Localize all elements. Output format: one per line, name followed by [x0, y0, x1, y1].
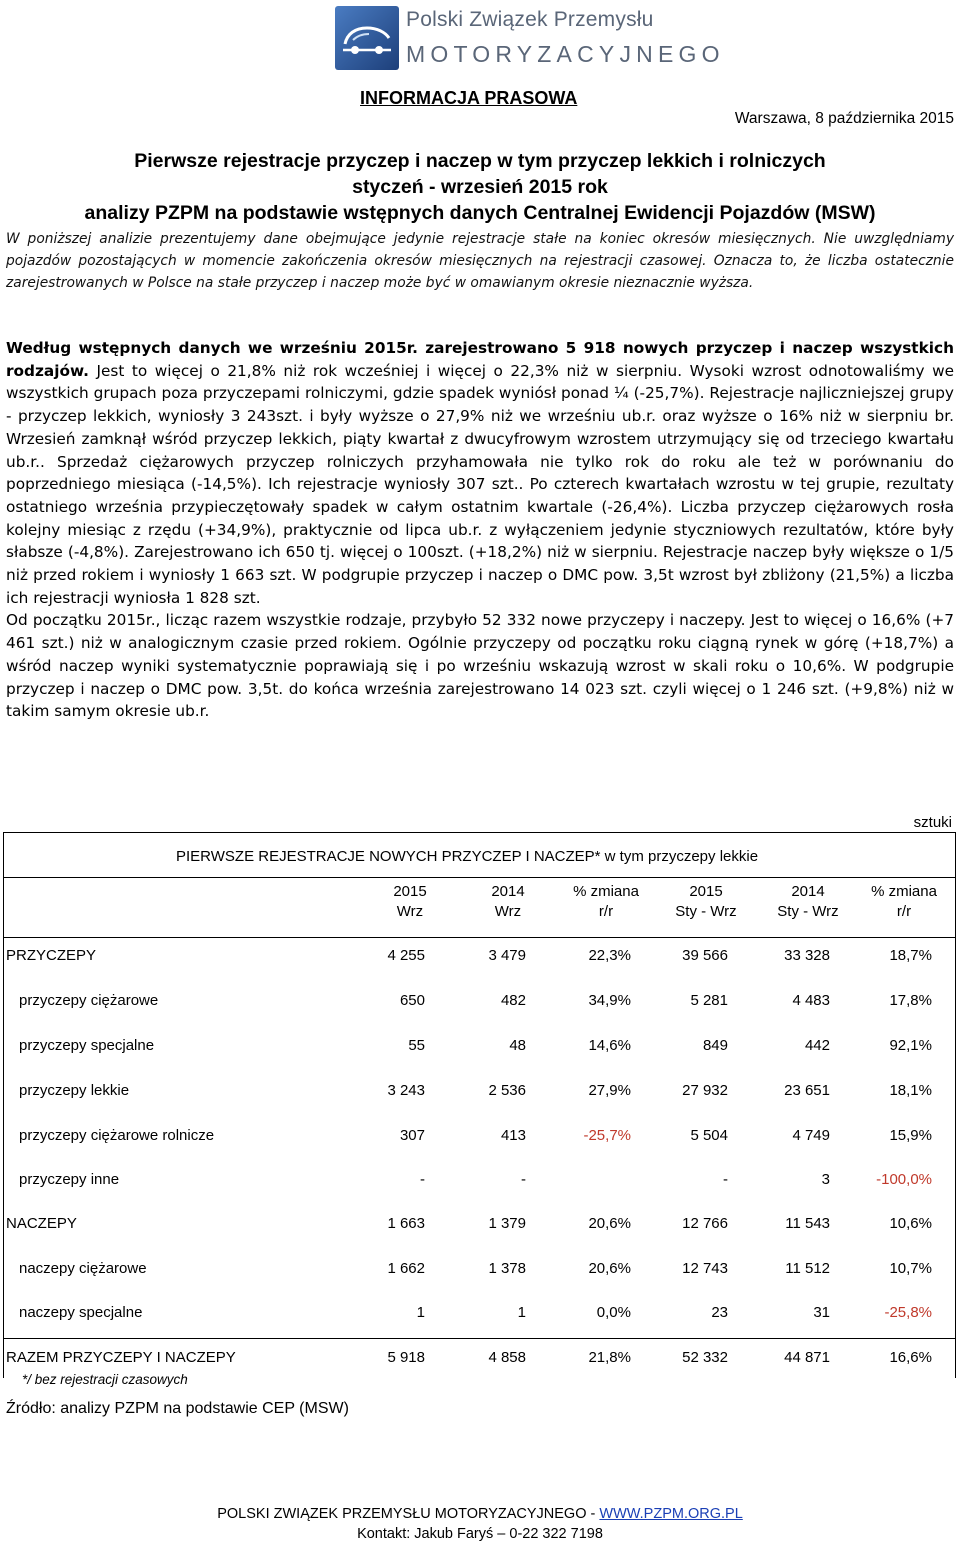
col-header-2014-ytd: 2014 Sty - Wrz	[777, 883, 839, 920]
press-release-label: INFORMACJA PRASOWA	[360, 88, 578, 108]
table-cell: 307	[399, 1127, 425, 1144]
table-cell: 482	[500, 992, 526, 1009]
table-footnote: */ bez rejestracji czasowych	[22, 1372, 188, 1387]
table-cell: 10,7%	[889, 1260, 932, 1277]
table-total-divider	[3, 1338, 956, 1339]
table-cell: 23	[711, 1304, 728, 1321]
table-cell: 14,6%	[588, 1037, 631, 1054]
intro-note: W poniższej analizie prezentujemy dane obejmujące jedynie rejestracje stałe na koniec okresów miesięcznych. Nie uwzględniamy pojazdów pozostających w momencie zakończenia okresów miesięcznych na rejestracji czasowej. Oznacza to, że liczba ostatecznie zarejestrowanych w Polsce na stałe przyczep i naczep może być w omawianym okresie nieznacznie wyższa.	[6, 231, 954, 291]
row-label: przyczepy ciężarowe	[19, 992, 159, 1009]
paragraph-1	[6, 337, 954, 609]
table-title-divider	[3, 877, 956, 878]
table-cell: 1	[416, 1304, 425, 1321]
table-cell: 18,1%	[889, 1082, 932, 1099]
title-line-3: analizy PZPM na podstawie wstępnych danych Centralnej Ewidencji Pojazdów (MSW)	[84, 202, 876, 224]
table-cell: 4 483	[792, 992, 830, 1009]
row-label: naczepy specjalne	[19, 1304, 143, 1321]
table-cell: -25,8%	[884, 1304, 932, 1321]
table-cell: 0,0%	[596, 1304, 631, 1321]
table-row	[0, 1082, 960, 1102]
table-cell: 11 512	[785, 1260, 830, 1277]
table-cell: 11 543	[785, 1215, 830, 1232]
table-cell: 39 566	[682, 947, 728, 964]
title-line-2: styczeń - wrzesień 2015 rok	[352, 176, 608, 198]
footer-org-name: POLSKI ZWIĄZEK PRZEMYSŁU MOTORYZACYJNEGO -	[217, 1506, 600, 1522]
title-line-1: Pierwsze rejestracje przyczep i naczep w tym przyczep lekkich i rolniczych	[134, 150, 826, 172]
table-cell: 5 918	[387, 1349, 425, 1366]
table-unit: sztuki	[913, 814, 952, 831]
table-cell: 44 871	[784, 1349, 830, 1366]
col-header-2015-wrz: 2015 Wrz	[393, 883, 427, 920]
row-label: PRZYCZEPY	[6, 947, 97, 964]
paragraph-1-text: Jest to więcej o 21,8% niż rok wcześniej i więcej o 22,3% niż w sierpniu. Wysoki wzrost odnotowaliśmy we wszystkich grupach poza przyczepami rolniczymi, gdzie spadek wyniósł ponad ¼ (-25,7%). Rejestracje najliczniejszej grupy - przyczep lekkich, wyniosły 3 243szt. i były wyższe o 27,9% niż we wrześniu ub.r. oraz wyższe o 16% niż w sierpniu br. Wrzesień zamknął wśród przyczep lekkich, piąty kwartał z dwucyfrowym wzrostem utrzymujący się od trzeciego kwartału ub.r.. Sprzedaż ciężarowych przyczep rolniczych przyhamowała nie tylko rok do roku ale też w porównaniu do poprzedniego miesiąca (-14,5%). Ich rejestracje wyniosły 307 szt.. Po czterech kwartałach wzrostu w tej grupie, rezultaty ostatniego września przypieczętowały spadek w całym ostatnim kwartale (-26,4%). Liczba przyczep ciężarowych rosła kolejny miesiąc z rzędu (+34,9%), praktycznie od lipca ub.r. z wyłączeniem jedynie styczniowych rezultatów, które były słabsze (-4,8%). Zarejestrowano ich 650 tj. więcej o 100szt. (+18,2%) niż w sierpniu. Rejestracje naczep były większe o 1/5 niż przed rokiem i wyniosły 1 663 szt. W podgrupie przyczep i naczep o DMC pow. 3,5t wzrost był zbliżony (21,5%) a liczba ich rejestracji wyniosła 1 828 szt.	[6, 361, 954, 607]
table-cell: 12 743	[682, 1260, 728, 1277]
row-label: przyczepy inne	[19, 1171, 120, 1188]
table-cell: 3 479	[488, 947, 526, 964]
table-cell: 5 281	[690, 992, 728, 1009]
table-cell: 1	[517, 1304, 526, 1321]
row-label: przyczepy lekkie	[19, 1082, 130, 1099]
dateline: Warszawa, 8 października 2015	[734, 110, 954, 127]
table-cell: 52 332	[682, 1349, 728, 1366]
table-row	[0, 1127, 960, 1147]
row-label: naczepy ciężarowe	[19, 1260, 147, 1277]
table-cell: 21,8%	[588, 1349, 631, 1366]
table-cell: -25,7%	[583, 1127, 631, 1144]
logo-title-line2: MOTORYZACYJNEGO	[406, 41, 725, 67]
lead-sentence: Według wstępnych danych we wrześniu 2015r. zarejestrowano 5 918 nowych przyczep i naczep wszystkich rodzajów.	[6, 339, 954, 380]
footer-website-link[interactable]: WWW.PZPM.ORG.PL	[599, 1506, 743, 1522]
table-cell: 27 932	[682, 1082, 728, 1099]
table-cell: -100,0%	[876, 1171, 932, 1188]
table-cell: 16,6%	[889, 1349, 932, 1366]
table-cell: 23 651	[784, 1082, 830, 1099]
paragraph-2: Od początku 2015r., licząc razem wszystkie rodzaje, przybyło 52 332 nowe przyczepy i naczepy. Jest to więcej o 16,6% (+7 461 szt.) niż w analogicznym czasie przed rokiem. Ogólnie przyczepy od początku roku ciągną rynek w górę (+18,7%) a wśród naczep wyniki systematycznie poprawiają się i po wrześniu wskazują wzrost w skali roku o 10,6%. W podgrupie przyczep i naczep o DMC pow. 3,5t. do końca września zarejestrowano 14 023 szt. czyli więcej o 1 246 szt. (+9,8%) niż w takim samym okresie ub.r.	[6, 611, 954, 721]
table-cell: 1 662	[387, 1260, 425, 1277]
table-cell: 413	[500, 1127, 526, 1144]
table-cell: 3 243	[387, 1082, 425, 1099]
table-cell: 1 379	[488, 1215, 526, 1232]
table-row	[0, 1171, 960, 1191]
table-cell: 22,3%	[588, 947, 631, 964]
footer-contact: Kontakt: Jakub Faryś – 0-22 322 7198	[357, 1526, 603, 1542]
table-cell: 4 749	[792, 1127, 830, 1144]
pzpm-logo	[333, 4, 725, 76]
table-cell: 20,6%	[588, 1215, 631, 1232]
col-header-2015-ytd: 2015 Sty - Wrz	[675, 883, 737, 920]
table-cell: 48	[509, 1037, 526, 1054]
source-note: Źródło: analizy PZPM na podstawie CEP (MSW)	[6, 1400, 349, 1417]
table-cell: 2 536	[488, 1082, 526, 1099]
table-cell: 12 766	[682, 1215, 728, 1232]
table-row	[0, 992, 960, 1012]
table-cell: -	[521, 1171, 526, 1188]
col-header-change-month: % zmiana r/r	[573, 883, 639, 920]
table-row	[0, 1260, 960, 1280]
table-cell: 92,1%	[889, 1037, 932, 1054]
table-cell: 1 378	[488, 1260, 526, 1277]
footer-org	[0, 1506, 960, 1522]
row-label: przyczepy specjalne	[19, 1037, 155, 1054]
table-cell: 15,9%	[889, 1127, 932, 1144]
logo-title-line1: Polski Związek Przemysłu	[406, 8, 654, 31]
table-row	[0, 1037, 960, 1057]
table-cell: 4 255	[387, 947, 425, 964]
table-row	[0, 1304, 960, 1324]
table-cell: 1 663	[387, 1215, 425, 1232]
table-cell: 33 328	[784, 947, 830, 964]
table-cell: 4 858	[488, 1349, 526, 1366]
table-cell: 650	[399, 992, 425, 1009]
table-cell: 5 504	[690, 1127, 728, 1144]
article-body	[6, 337, 954, 723]
table-title: PIERWSZE REJESTRACJE NOWYCH PRZYCZEP I NACZEP* w tym przyczepy lekkie	[176, 848, 759, 865]
table-cell: 20,6%	[588, 1260, 631, 1277]
table-cell: 849	[702, 1037, 728, 1054]
col-header-2014-wrz: 2014 Wrz	[491, 883, 525, 920]
table-cell: 31	[813, 1304, 830, 1321]
table-cell: 34,9%	[588, 992, 631, 1009]
table-cell: 55	[408, 1037, 425, 1054]
row-label: przyczepy ciężarowe rolnicze	[19, 1127, 215, 1144]
table-cell: 442	[804, 1037, 830, 1054]
table-row	[0, 1349, 960, 1369]
row-label: RAZEM PRZYCZEPY I NACZEPY	[6, 1349, 236, 1366]
table-row	[0, 947, 960, 967]
table-cell: 17,8%	[889, 992, 932, 1009]
table-row	[0, 1215, 960, 1235]
table-cell: 27,9%	[588, 1082, 631, 1099]
row-label: NACZEPY	[6, 1215, 77, 1232]
document-title	[0, 148, 960, 226]
table-cell: -	[420, 1171, 425, 1188]
pzpm-car-logo-icon	[333, 4, 401, 72]
table-header-divider	[3, 937, 956, 938]
table-cell: 10,6%	[889, 1215, 932, 1232]
table-cell: 3	[821, 1171, 830, 1188]
table-cell: -	[723, 1171, 728, 1188]
table-cell: 18,7%	[889, 947, 932, 964]
col-header-change-ytd: % zmiana r/r	[871, 883, 937, 920]
